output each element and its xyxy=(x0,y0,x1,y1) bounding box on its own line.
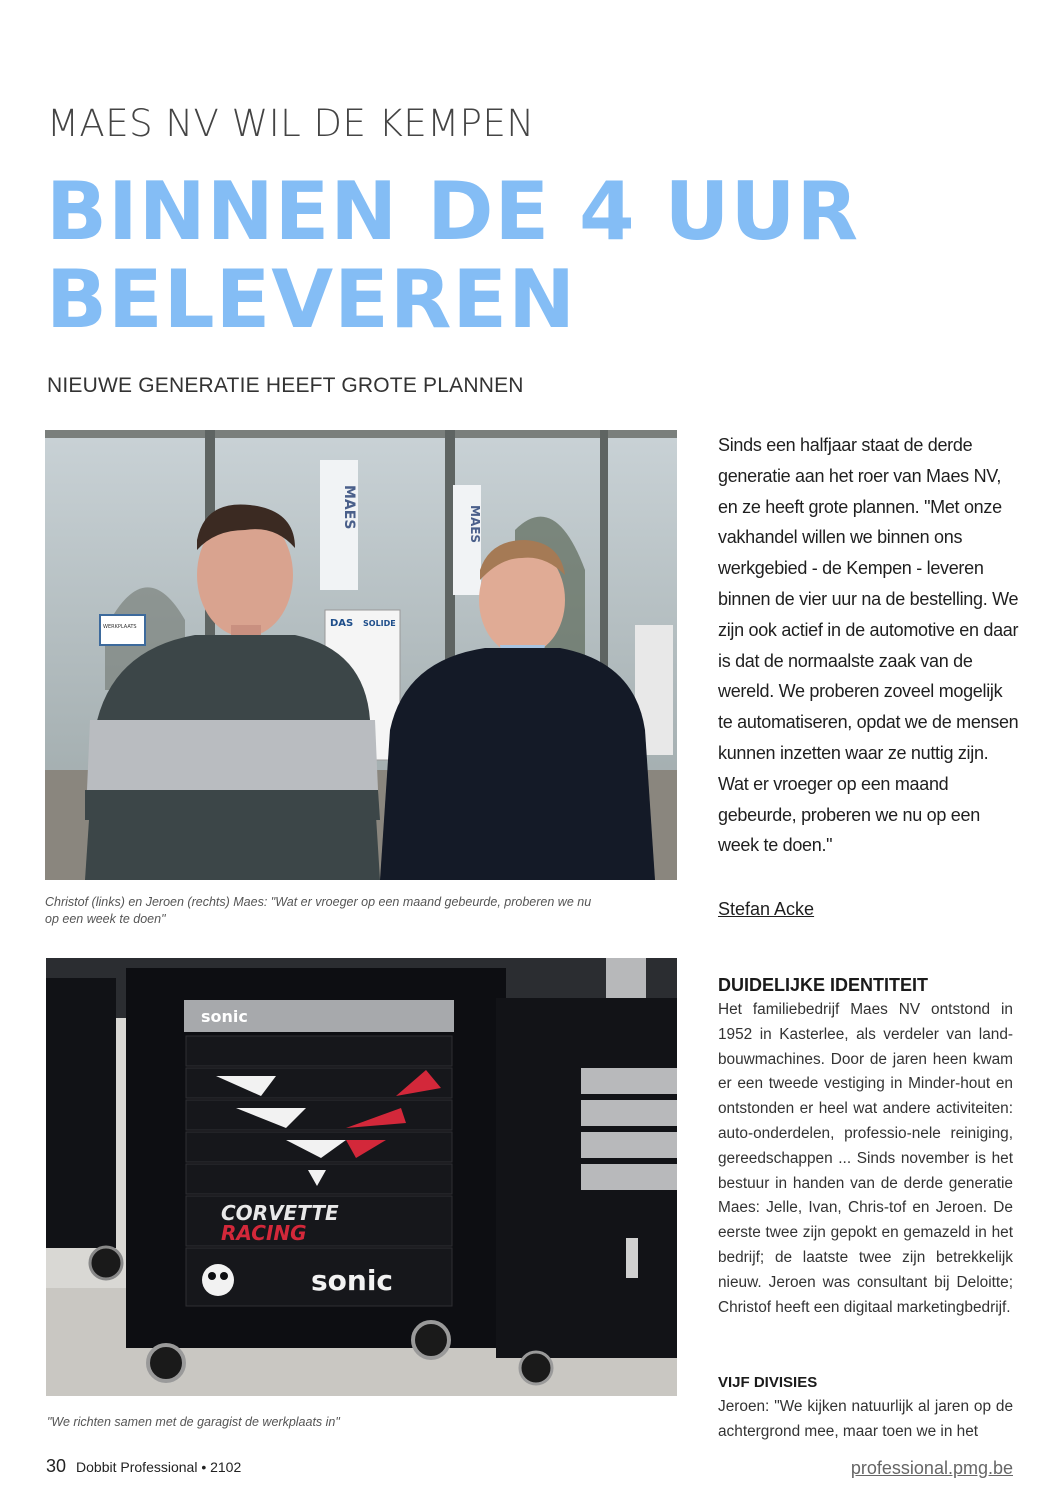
article-headline xyxy=(46,165,860,346)
article-subhead: NIEUWE GENERATIE HEEFT GROTE PLANNEN xyxy=(47,374,524,397)
article-kicker: MAES NV WIL DE KEMPEN xyxy=(47,102,535,145)
trolley-brand-bottom: sonic xyxy=(311,1264,394,1297)
website-link[interactable]: professional.pmg.be xyxy=(850,1458,1013,1478)
trolley-text-corvette: CORVETTE xyxy=(221,1201,339,1225)
photo2-caption: "We richten samen met de garagist de werkplaats in" xyxy=(47,1415,340,1429)
photo-christof-jeroen xyxy=(45,430,677,880)
headline-line-1: BINNEN DE 4 UUR xyxy=(46,165,860,258)
article-author-link[interactable]: Stefan Acke xyxy=(718,899,815,919)
section-title-duidelijke-identiteit: DUIDELIJKE IDENTITEIT xyxy=(718,975,929,995)
headline-line-2: BELEVEREN xyxy=(46,253,577,346)
flag-text-maes-2: MAES xyxy=(468,505,482,544)
section-body-vijf-divisies: Jeroen: "We kijken natuurlijk al jaren op de achtergrond mee, maar toen we in het xyxy=(718,1398,1013,1440)
poster-text-solide: SOLIDE xyxy=(363,619,396,628)
flag-text-maes: MAES xyxy=(341,485,357,530)
trolley-brand-top: sonic xyxy=(201,1007,248,1026)
poster-text-das: DAS xyxy=(330,618,354,629)
publication-name: Dobbit Professional • 2102 xyxy=(76,1459,242,1475)
page-footer xyxy=(46,1456,241,1477)
section-body-duidelijke-identiteit: Het familiebedrijf Maes NV ontstond in 1952 in Kasterlee, als verdeler van land-bouwmachines. Door de jaren heen kwam er een tweede vestiging in Minder-hout en ontstonden er heel wat andere activiteiten: auto-onderdelen, professio-nele reiniging, gereedschappen ... Sinds november is het bestuur in handen van de derde generatie Maes: Jelle, Ivan, Chris-tof en Jeroen. De eerste twee zijn gepokt en gemazeld in het bedrijf; de laatste twee zijn betrekkelijk nieuw. Jeroen was consultant bij Deloitte; Christof heeft een digitaal marketingbedrijf. xyxy=(718,1001,1013,1316)
page-number: 30 xyxy=(46,1456,67,1476)
section-title-vijf-divisies: VIJF DIVISIES xyxy=(718,1374,818,1391)
photo1-caption: Christof (links) en Jeroen (rechts) Maes: "Wat er vroeger op een maand gebeurde, proberen we nu op een week te doen" xyxy=(45,895,592,926)
photo-tool-trolleys xyxy=(46,958,677,1396)
window-sign-text: WERKPLAATS xyxy=(103,624,137,630)
article-intro: Sinds een halfjaar staat de derde generatie aan het roer van Maes NV, en ze heeft grote plannen. "Met onze vakhandel willen we binnen ons werkgebied - de Kempen - leveren binnen de vier uur na de bestelling. We zijn ook actief in de automotive en daar is dat de normaalste zaak van de wereld. We proberen zoveel mogelijk te automatiseren, opdat we de mensen kunnen inzetten waar ze nuttig zijn. Wat er vroeger op een maand gebeurde, proberen we nu op een week te doen." xyxy=(718,435,1019,856)
trolley-text-racing: RACING xyxy=(221,1221,307,1245)
